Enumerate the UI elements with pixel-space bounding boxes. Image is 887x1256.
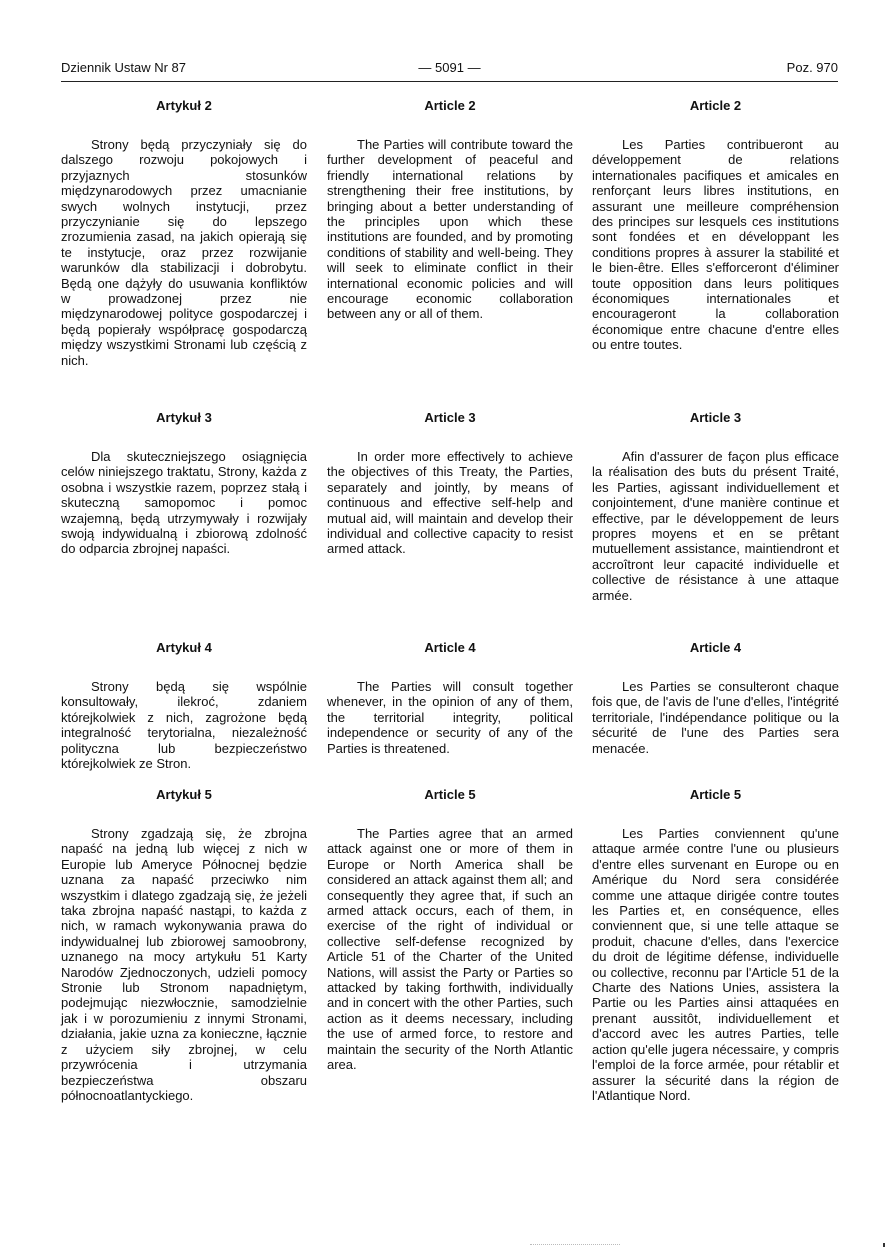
position-number: Poz. 970	[786, 60, 838, 75]
article-title: Article 3	[424, 410, 476, 425]
article-text: The Parties will contribute toward the further development of peaceful and friendly international relations by strengthening their free institutions, by bringing about a better understanding of the principles upon which these institutions are founded, and by promoting conditions of stability and well-being. They will seek to eliminate conflict in their international economic policies and will encourage economic collaboration between any or all of them.	[327, 137, 573, 322]
scan-edge-mark	[883, 1243, 885, 1247]
article-4-polish	[61, 640, 307, 771]
article-2-polish	[61, 98, 307, 368]
scan-artifact-dots	[530, 1244, 620, 1245]
article-text: Strony zgadzają się, że zbrojna napaść na jedną lub więcej z nich w Europie lub Ameryce Północnej będzie uznana za napaść przeciwko nim wszystkim i dlatego zgadzają się, że jeżeli taka zbrojna napaść nastąpi, to każda z nich, w ramach wykonywania prawa do indywidualnej lub zbiorowej samoobrony, uznanego na mocy artykułu 51 Karty Narodów Zjednoczonych, udzieli pomocy Stronie lub Stronom napadniętym, podejmując niezwłocznie, samodzielnie jak i w porozumieniu z innymi Stronami, działania, jakie uzna za konieczne, łącznie z użyciem siły zbrojnej, w celu przywrócenia i utrzymania bezpieczeństwa obszaru północnoatlantyckiego.	[61, 826, 307, 1103]
article-text: In order more effectively to achieve the objectives of this Treaty, the Parties, separately and jointly, by means of continuous and effective self-help and mutual aid, will maintain and develop their individual and collective capacity to resist armed attack.	[327, 449, 573, 557]
article-3-polish	[61, 410, 307, 557]
article-5-english	[327, 787, 573, 1073]
article-title: Article 4	[689, 640, 742, 655]
article-text: Les Parties conviennent qu'une attaque armée contre l'une ou plusieurs d'entre elles survenant en Europe ou en Amérique du Nord sera considérée comme une attaque dirigée contre toutes les Parties et, en conséquence, elles conviennent que, si une telle attaque se produit, chacune d'elles, dans l'exercice du droit de légitime défense, individuelle ou collective, reconnu par l'Article 51 de la Charte des Nations Unies, assistera la Partie ou les Parties ainsi attaquées en prenant aussitôt, individuellement et d'accord avec les autres Parties, telle action qu'elle jugera nécessaire, y compris l'emploi de la force armée, pour rétablir et assurer la sécurité dans la région de l'Atlantique Nord.	[592, 826, 839, 1103]
article-text: The Parties agree that an armed attack against one or more of them in Europe or North America shall be considered an attack against them all; and consequently they agree that, if such an armed attack occurs, each of them, in exercise of the right of individual or collective self-defense recognized by Article 51 of the Charter of the United Nations, will assist the Party or Parties so attacked by taking forthwith, individually and in concert with the other Parties, such action as it deems necessary, including the use of armed force, to restore and maintain the security of the North Atlantic area.	[327, 826, 573, 1073]
article-title: Article 5	[424, 787, 476, 802]
article-4-french	[592, 640, 839, 756]
article-2-english	[327, 98, 573, 322]
article-text: Strony będą się wspólnie konsultowały, ilekroć, zdaniem którejkolwiek z nich, zagrożone będą integralność terytorialna, niezależność polityczna lub bezpieczeństwo którejkolwiek ze Stron.	[61, 679, 307, 772]
article-4-english	[327, 640, 573, 756]
page-number: — 5091 —	[418, 60, 481, 75]
article-text: Strony będą przyczyniały się do dalszego rozwoju pokojowych i przyjaznych stosunków międzynarodowych przez umacnianie swych wolnych instytucji, przez przyczynianie się do lepszego zrozumienia zasad, na jakich opierają się te instytucje, oraz przez rozwijanie warunków dla stabilizacji i dobrobytu. Będą one dążyły do usuwania konfliktów w prowadzonej przez nie międzynarodowej polityce gospodarczej i będą popierały współpracę gospodarczą między wszystkimi Stronami lub częścią z nich.	[61, 137, 307, 368]
article-title: Article 5	[689, 787, 742, 802]
article-text: The Parties will consult together whenever, in the opinion of any of them, the territorial integrity, political independence or security of any of the Parties is threatened.	[327, 679, 573, 756]
article-text: Afin d'assurer de façon plus efficace la réalisation des buts du présent Traité, les Parties, agissant individuellement et conjointement, d'une manière continue et effective, par le développement de leurs propres moyens et en se prêtant mutuellement assistance, maintiendront et accroîtront leur capacité individuelle et collective de résistance à une attaque armée.	[592, 449, 839, 603]
page-header	[61, 60, 838, 80]
article-3-english	[327, 410, 573, 557]
article-5-french	[592, 787, 839, 1103]
article-title: Artykuł 4	[156, 640, 212, 655]
article-title: Article 4	[424, 640, 476, 655]
article-5-polish	[61, 787, 307, 1103]
article-title: Artykuł 5	[156, 787, 212, 802]
article-2-french	[592, 98, 839, 353]
journal-title: Dziennik Ustaw Nr 87	[61, 60, 186, 75]
header-rule	[61, 81, 838, 82]
article-title: Article 2	[689, 98, 742, 113]
article-title: Article 3	[689, 410, 742, 425]
article-text: Les Parties se consulteront chaque fois que, de l'avis de l'une d'elles, l'intégrité territoriale, l'indépendance politique ou la sécurité de l'une des Parties sera menacée.	[592, 679, 839, 756]
article-text: Dla skuteczniejszego osiągnięcia celów niniejszego traktatu, Strony, każda z osobna i wszystkie razem, poprzez stałą i skuteczną samopomoc i pomoc wzajemną, będą utrzymywały i rozwijały swoją indywidualną i zbiorową zdolność do odparcia zbrojnej napaści.	[61, 449, 307, 557]
article-3-french	[592, 410, 839, 603]
article-title: Artykuł 3	[156, 410, 212, 425]
article-title: Artykuł 2	[156, 98, 212, 113]
article-title: Article 2	[424, 98, 476, 113]
article-text: Les Parties contribueront au développement de relations internationales pacifiques et amicales en renforçant leurs libres institutions, en assurant une meilleure compréhension des principes sur lesquels ces institutions sont fondées et en développant les conditions propres à assurer la stabilité et le bien-être. Elles s'efforceront d'éliminer toute opposition dans leurs politiques économiques internationales et encourageront la collaboration économique entre chacune d'entre elles ou entre toutes.	[592, 137, 839, 353]
